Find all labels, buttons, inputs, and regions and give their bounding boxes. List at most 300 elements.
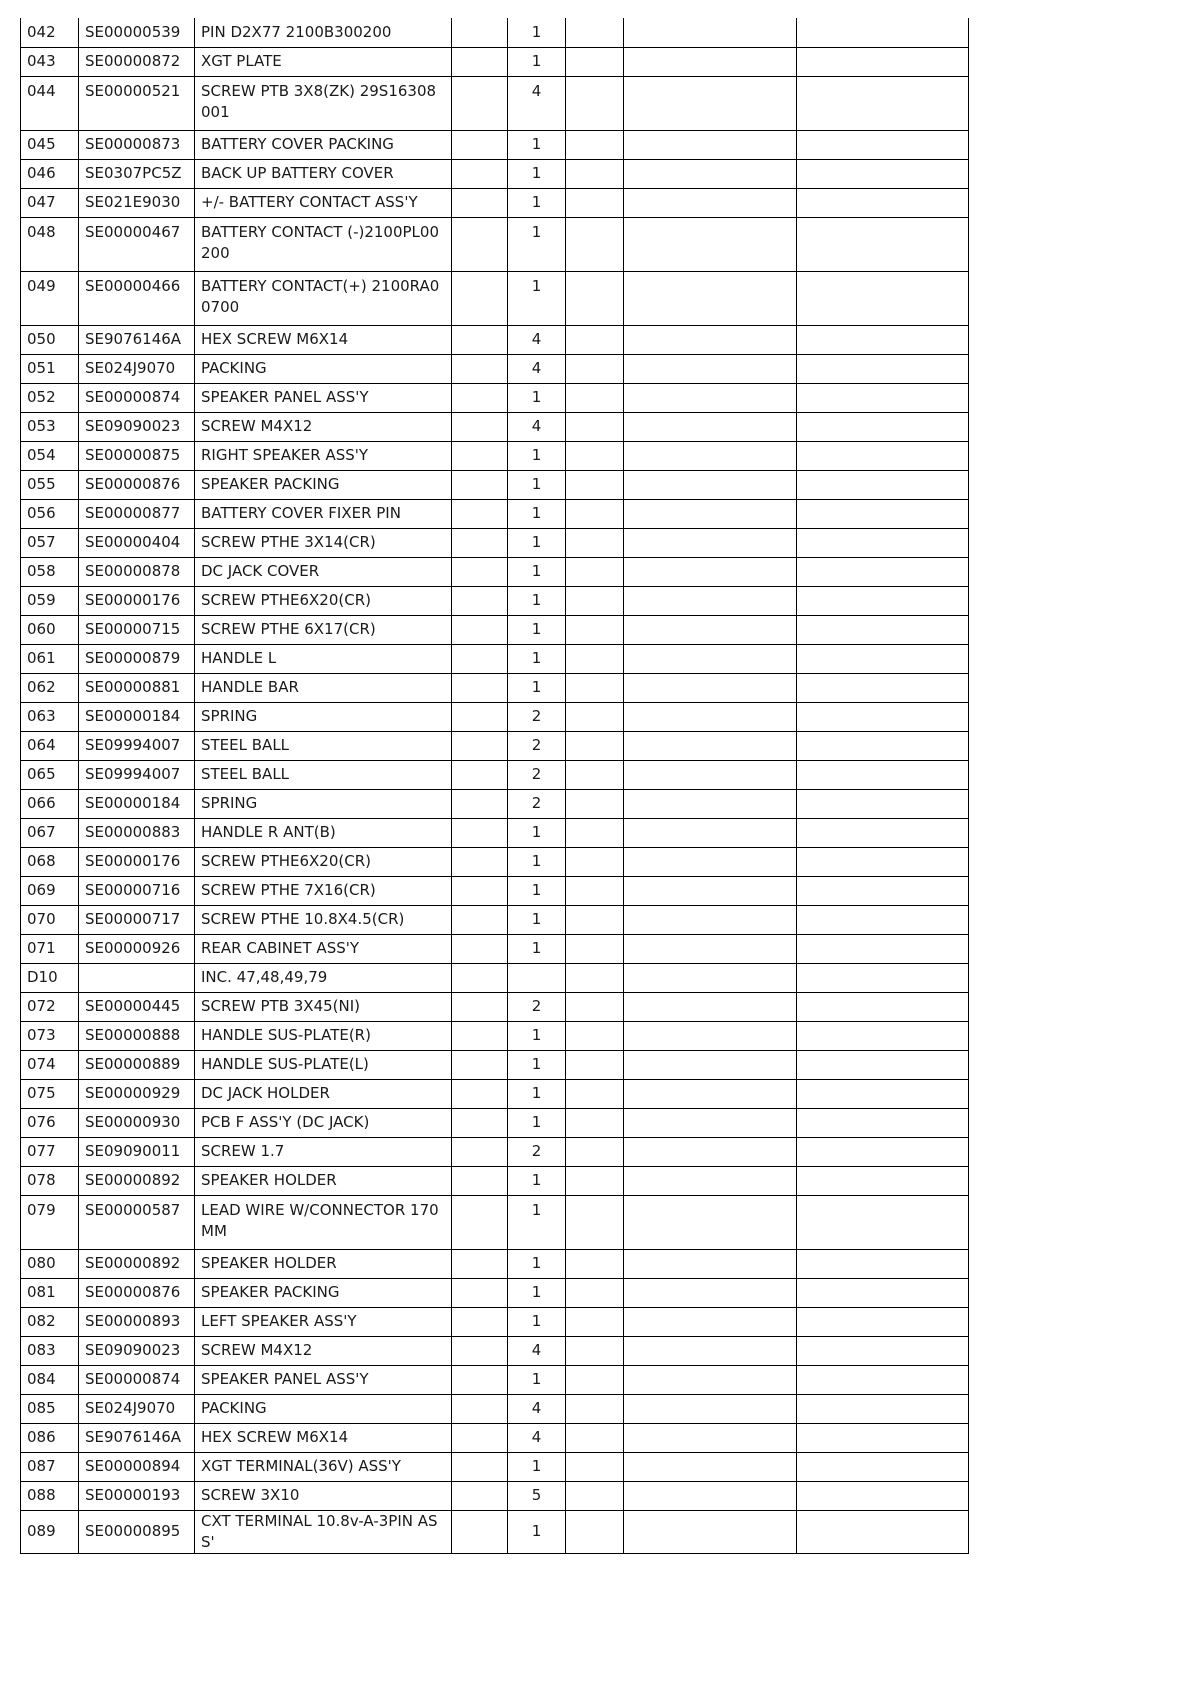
quantity-cell: 1 [508,1249,566,1278]
blank-cell [566,876,624,905]
ref-no-cell: 048 [21,217,79,271]
blank-cell [624,1050,797,1079]
blank-cell [452,325,508,354]
description-cell: STEEL BALL [195,760,452,789]
quantity-cell: 1 [508,673,566,702]
table-row [21,217,969,271]
blank-cell [624,905,797,934]
blank-cell [797,76,969,130]
blank-cell [452,818,508,847]
description-cell: SCREW PTB 3X45(NI) [195,992,452,1021]
quantity-cell: 1 [508,499,566,528]
blank-cell [624,615,797,644]
blank-cell [797,1452,969,1481]
blank-cell [624,159,797,188]
ref-no-cell: 051 [21,354,79,383]
quantity-cell: 1 [508,1050,566,1079]
table-row [21,528,969,557]
table-row [21,47,969,76]
table-row [21,1021,969,1050]
blank-cell [797,1365,969,1394]
quantity-cell: 4 [508,325,566,354]
blank-cell [566,159,624,188]
ref-no-cell: 078 [21,1166,79,1195]
blank-cell [624,412,797,441]
blank-cell [452,1079,508,1108]
ref-no-cell: 050 [21,325,79,354]
table-row [21,383,969,412]
description-cell: PCB F ASS'Y (DC JACK) [195,1108,452,1137]
quantity-cell: 1 [508,644,566,673]
blank-cell [452,876,508,905]
quantity-cell: 1 [508,847,566,876]
ref-no-cell: 072 [21,992,79,1021]
table-row [21,441,969,470]
blank-cell [797,188,969,217]
description-cell: SPRING [195,789,452,818]
blank-cell [797,18,969,47]
blank-cell [566,1108,624,1137]
ref-no-cell: 059 [21,586,79,615]
table-row [21,1365,969,1394]
table-row [21,412,969,441]
ref-no-cell: 043 [21,47,79,76]
description-cell: HANDLE SUS-PLATE(L) [195,1050,452,1079]
blank-cell [452,76,508,130]
blank-cell [566,1137,624,1166]
description-cell: SCREW 1.7 [195,1137,452,1166]
blank-cell [566,1394,624,1423]
blank-cell [624,325,797,354]
part-code-cell [79,963,195,992]
blank-cell [624,1021,797,1050]
blank-cell [452,470,508,499]
part-code-cell: SE00000404 [79,528,195,557]
part-code-cell: SE00000929 [79,1079,195,1108]
description-cell: SCREW M4X12 [195,1336,452,1365]
ref-no-cell: D10 [21,963,79,992]
blank-cell [452,1336,508,1365]
blank-cell [566,760,624,789]
blank-cell [624,586,797,615]
description-cell: BATTERY COVER PACKING [195,130,452,159]
part-code-cell: SE00000521 [79,76,195,130]
blank-cell [566,1050,624,1079]
quantity-cell: 4 [508,1423,566,1452]
table-row [21,499,969,528]
part-code-cell: SE00000895 [79,1510,195,1553]
blank-cell [566,992,624,1021]
description-cell: BACK UP BATTERY COVER [195,159,452,188]
description-cell: SCREW PTHE 3X14(CR) [195,528,452,557]
quantity-cell: 1 [508,1365,566,1394]
blank-cell [624,1423,797,1452]
description-cell: SPEAKER HOLDER [195,1249,452,1278]
quantity-cell: 1 [508,905,566,934]
quantity-cell: 4 [508,76,566,130]
table-row [21,818,969,847]
part-code-cell: SE00000892 [79,1166,195,1195]
blank-cell [452,188,508,217]
table-row [21,1307,969,1336]
table-row [21,18,969,47]
quantity-cell: 2 [508,731,566,760]
blank-cell [624,818,797,847]
ref-no-cell: 089 [21,1510,79,1553]
ref-no-cell: 056 [21,499,79,528]
part-code-cell: SE00000893 [79,1307,195,1336]
part-code-cell: SE00000883 [79,818,195,847]
blank-cell [452,1510,508,1553]
quantity-cell: 1 [508,586,566,615]
table-row [21,159,969,188]
blank-cell [566,731,624,760]
blank-cell [797,1195,969,1249]
quantity-cell: 1 [508,1307,566,1336]
blank-cell [566,383,624,412]
table-row [21,1137,969,1166]
description-cell: PACKING [195,1394,452,1423]
part-code-cell: SE00000889 [79,1050,195,1079]
description-cell: BATTERY CONTACT(+) 2100RA00700 [195,271,452,325]
blank-cell [452,905,508,934]
blank-cell [797,1050,969,1079]
blank-cell [624,1249,797,1278]
blank-cell [452,1166,508,1195]
description-cell: SPEAKER HOLDER [195,1166,452,1195]
blank-cell [452,383,508,412]
blank-cell [452,412,508,441]
blank-cell [624,1394,797,1423]
part-code-cell: SE00000445 [79,992,195,1021]
table-row [21,1079,969,1108]
blank-cell [566,1510,624,1553]
quantity-cell: 1 [508,934,566,963]
ref-no-cell: 085 [21,1394,79,1423]
blank-cell [797,217,969,271]
part-code-cell: SE00000874 [79,1365,195,1394]
blank-cell [624,673,797,702]
table-row [21,963,969,992]
part-code-cell: SE00000930 [79,1108,195,1137]
blank-cell [566,905,624,934]
blank-cell [452,615,508,644]
description-cell: DC JACK HOLDER [195,1079,452,1108]
description-cell: SCREW PTHE 7X16(CR) [195,876,452,905]
quantity-cell: 4 [508,354,566,383]
description-cell: HEX SCREW M6X14 [195,1423,452,1452]
ref-no-cell: 061 [21,644,79,673]
blank-cell [797,383,969,412]
part-code-cell: SE09090011 [79,1137,195,1166]
ref-no-cell: 053 [21,412,79,441]
blank-cell [566,702,624,731]
blank-cell [566,499,624,528]
part-code-cell: SE021E9030 [79,188,195,217]
quantity-cell: 4 [508,1394,566,1423]
quantity-cell: 1 [508,1452,566,1481]
blank-cell [452,1137,508,1166]
table-row [21,1195,969,1249]
blank-cell [624,18,797,47]
description-cell: BATTERY CONTACT (-)2100PL00200 [195,217,452,271]
blank-cell [452,130,508,159]
blank-cell [797,673,969,702]
quantity-cell: 1 [508,818,566,847]
part-code-cell: SE09994007 [79,760,195,789]
table-row [21,1278,969,1307]
part-code-cell: SE024J9070 [79,354,195,383]
blank-cell [624,383,797,412]
blank-cell [452,1394,508,1423]
blank-cell [566,354,624,383]
table-row [21,586,969,615]
blank-cell [797,271,969,325]
blank-cell [452,18,508,47]
blank-cell [566,818,624,847]
parts-list-table [20,18,969,1554]
blank-cell [797,1510,969,1553]
blank-cell [566,847,624,876]
description-cell: SCREW PTHE 6X17(CR) [195,615,452,644]
description-cell: DC JACK COVER [195,557,452,586]
blank-cell [452,47,508,76]
description-cell: SPEAKER PACKING [195,1278,452,1307]
blank-cell [452,1050,508,1079]
quantity-cell: 1 [508,217,566,271]
ref-no-cell: 052 [21,383,79,412]
description-cell: PIN D2X77 2100B300200 [195,18,452,47]
blank-cell [566,644,624,673]
part-code-cell: SE09994007 [79,731,195,760]
table-row [21,1336,969,1365]
part-code-cell: SE00000878 [79,557,195,586]
quantity-cell: 1 [508,1079,566,1108]
part-code-cell: SE00000894 [79,1452,195,1481]
blank-cell [452,354,508,383]
blank-cell [566,412,624,441]
blank-cell [452,1021,508,1050]
quantity-cell: 1 [508,557,566,586]
ref-no-cell: 071 [21,934,79,963]
table-row [21,557,969,586]
blank-cell [624,934,797,963]
blank-cell [624,1452,797,1481]
blank-cell [566,1079,624,1108]
blank-cell [624,702,797,731]
blank-cell [566,1249,624,1278]
blank-cell [566,615,624,644]
quantity-cell: 4 [508,1336,566,1365]
ref-no-cell: 049 [21,271,79,325]
blank-cell [797,47,969,76]
blank-cell [452,1307,508,1336]
blank-cell [624,354,797,383]
quantity-cell: 1 [508,1108,566,1137]
ref-no-cell: 068 [21,847,79,876]
blank-cell [566,1195,624,1249]
blank-cell [452,789,508,818]
quantity-cell: 1 [508,876,566,905]
description-cell: SCREW PTHE6X20(CR) [195,586,452,615]
quantity-cell: 2 [508,992,566,1021]
table-row [21,130,969,159]
blank-cell [452,1365,508,1394]
table-row [21,354,969,383]
blank-cell [566,1278,624,1307]
blank-cell [452,271,508,325]
blank-cell [624,528,797,557]
part-code-cell: SE00000467 [79,217,195,271]
parts-list-body [21,18,969,1553]
blank-cell [797,963,969,992]
part-code-cell: SE00000872 [79,47,195,76]
table-row [21,644,969,673]
blank-cell [624,847,797,876]
blank-cell [452,586,508,615]
blank-cell [797,818,969,847]
table-row [21,731,969,760]
description-cell: SPRING [195,702,452,731]
blank-cell [566,47,624,76]
blank-cell [797,731,969,760]
part-code-cell: SE00000876 [79,470,195,499]
blank-cell [624,1278,797,1307]
table-row [21,1481,969,1510]
blank-cell [624,1307,797,1336]
description-cell: SCREW PTHE6X20(CR) [195,847,452,876]
description-cell: SCREW 3X10 [195,1481,452,1510]
blank-cell [566,789,624,818]
table-row [21,673,969,702]
quantity-cell: 1 [508,470,566,499]
blank-cell [797,1137,969,1166]
blank-cell [452,1481,508,1510]
ref-no-cell: 046 [21,159,79,188]
table-row [21,1452,969,1481]
ref-no-cell: 067 [21,818,79,847]
table-row [21,789,969,818]
description-cell: SCREW M4X12 [195,412,452,441]
table-row [21,1050,969,1079]
blank-cell [797,557,969,586]
quantity-cell: 1 [508,383,566,412]
ref-no-cell: 073 [21,1021,79,1050]
blank-cell [797,905,969,934]
blank-cell [452,499,508,528]
description-cell: SPEAKER PACKING [195,470,452,499]
quantity-cell: 2 [508,760,566,789]
blank-cell [797,644,969,673]
blank-cell [797,325,969,354]
ref-no-cell: 075 [21,1079,79,1108]
blank-cell [624,188,797,217]
description-cell: STEEL BALL [195,731,452,760]
blank-cell [624,1195,797,1249]
blank-cell [797,441,969,470]
description-cell: HANDLE BAR [195,673,452,702]
blank-cell [452,760,508,789]
part-code-cell: SE00000176 [79,847,195,876]
ref-no-cell: 066 [21,789,79,818]
part-code-cell: SE00000717 [79,905,195,934]
blank-cell [624,760,797,789]
blank-cell [624,217,797,271]
table-row [21,325,969,354]
part-code-cell: SE00000715 [79,615,195,644]
description-cell: INC. 47,48,49,79 [195,963,452,992]
part-code-cell: SE00000539 [79,18,195,47]
blank-cell [566,271,624,325]
blank-cell [452,1278,508,1307]
blank-cell [624,992,797,1021]
blank-cell [452,1249,508,1278]
part-code-cell: SE00000176 [79,586,195,615]
part-code-cell: SE09090023 [79,412,195,441]
blank-cell [624,441,797,470]
quantity-cell: 1 [508,441,566,470]
blank-cell [797,702,969,731]
blank-cell [624,1108,797,1137]
blank-cell [566,217,624,271]
part-code-cell: SE00000184 [79,789,195,818]
table-row [21,1510,969,1553]
blank-cell [797,470,969,499]
blank-cell [797,1166,969,1195]
description-cell: XGT PLATE [195,47,452,76]
blank-cell [797,1336,969,1365]
part-code-cell: SE00000879 [79,644,195,673]
blank-cell [566,1021,624,1050]
blank-cell [624,76,797,130]
blank-cell [452,528,508,557]
part-code-cell: SE00000193 [79,1481,195,1510]
table-row [21,1108,969,1137]
description-cell: RIGHT SPEAKER ASS'Y [195,441,452,470]
description-cell: PACKING [195,354,452,383]
quantity-cell: 2 [508,789,566,818]
part-code-cell: SE00000874 [79,383,195,412]
ref-no-cell: 087 [21,1452,79,1481]
ref-no-cell: 065 [21,760,79,789]
table-row [21,934,969,963]
blank-cell [797,789,969,818]
blank-cell [566,441,624,470]
blank-cell [452,1195,508,1249]
table-row [21,760,969,789]
part-code-cell: SE00000466 [79,271,195,325]
blank-cell [797,876,969,905]
description-cell: SPEAKER PANEL ASS'Y [195,383,452,412]
blank-cell [797,1079,969,1108]
part-code-cell: SE0307PC5Z [79,159,195,188]
blank-cell [624,876,797,905]
blank-cell [624,963,797,992]
blank-cell [797,1481,969,1510]
blank-cell [566,1336,624,1365]
ref-no-cell: 077 [21,1137,79,1166]
table-row [21,847,969,876]
part-code-cell: SE00000926 [79,934,195,963]
description-cell: REAR CABINET ASS'Y [195,934,452,963]
blank-cell [624,1079,797,1108]
ref-no-cell: 086 [21,1423,79,1452]
blank-cell [797,847,969,876]
blank-cell [566,470,624,499]
ref-no-cell: 045 [21,130,79,159]
table-row [21,702,969,731]
table-row [21,876,969,905]
